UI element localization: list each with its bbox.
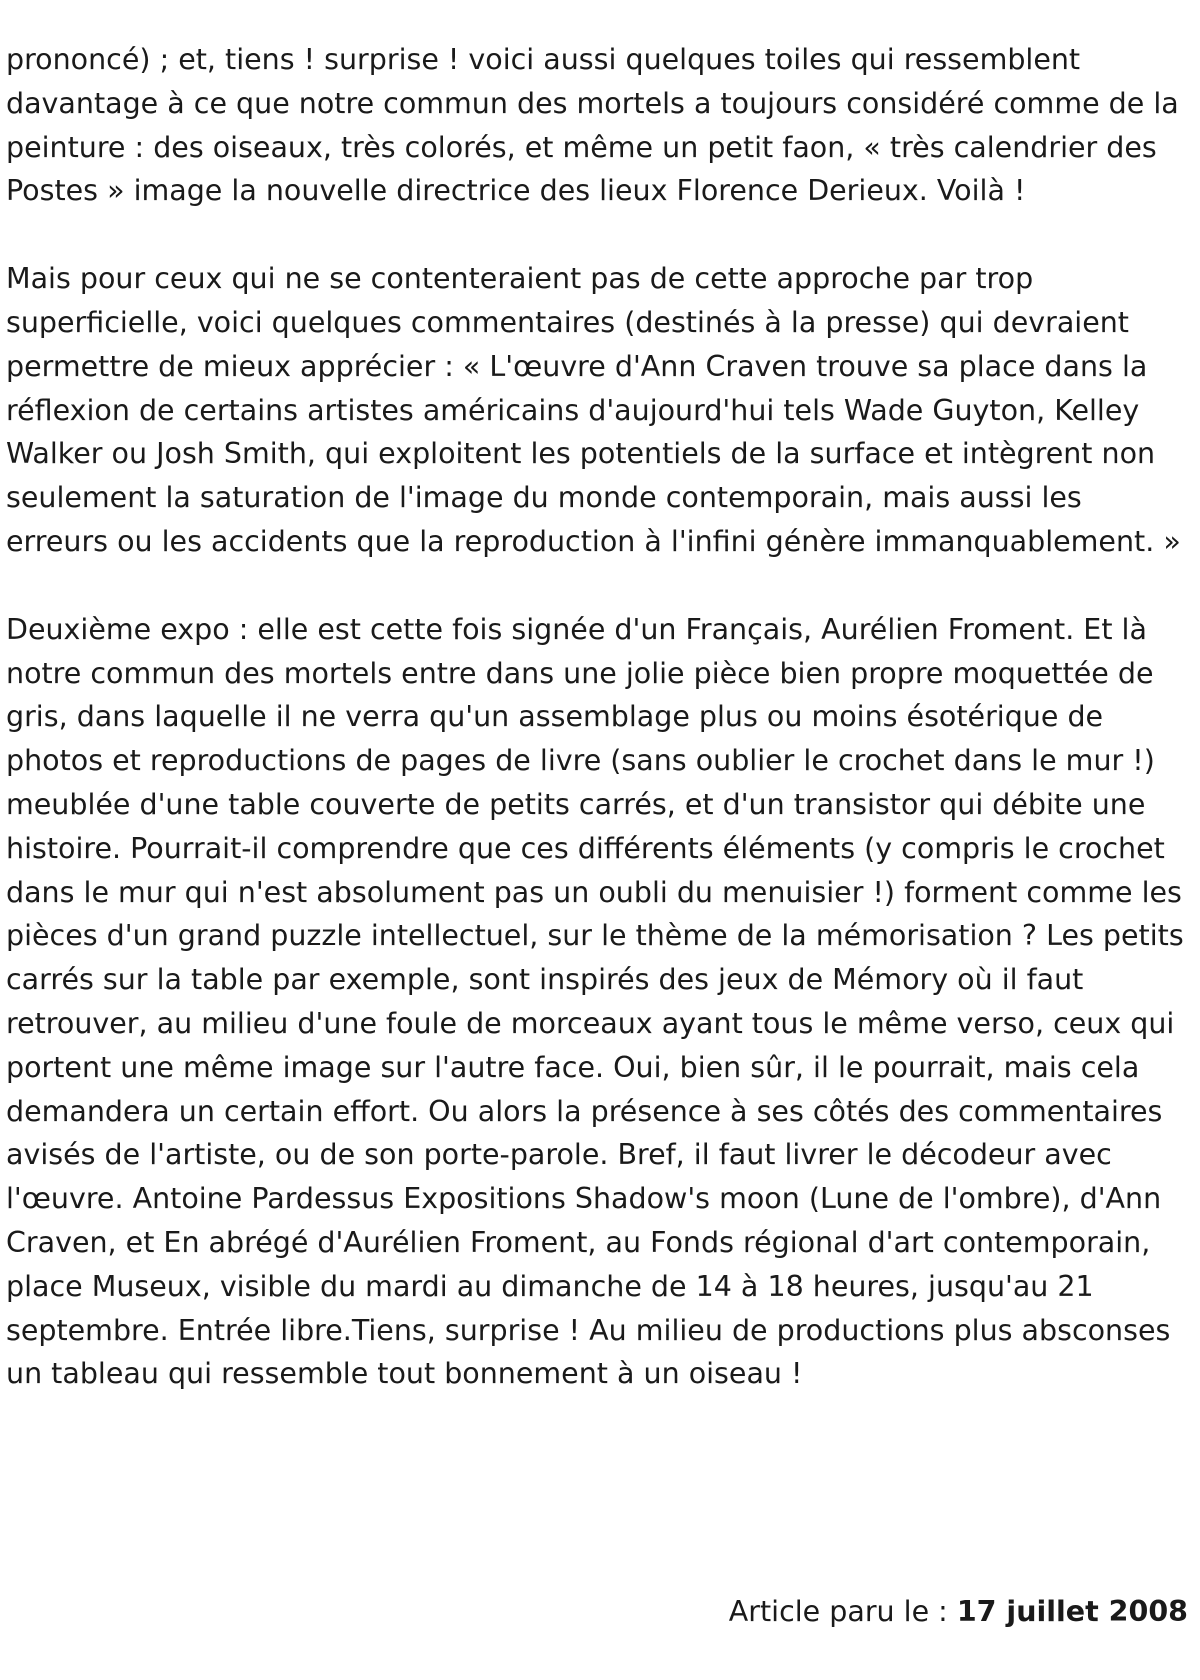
article-paragraph-1: prononcé) ; et, tiens ! surprise ! voici aussi quelques toiles qui ressemblent davantage à ce que notre commun des mortels a toujours considéré comme de la peinture : des oiseaux, très colorés, et même un petit faon, « très calendrier des Postes » image la nouvelle directrice des lieux Florence Derieux. Voilà !	[6, 43, 1179, 208]
article-paragraph-3: Deuxième expo : elle est cette fois signée d'un Français, Aurélien Froment. Et là notre commun des mortels entre dans une jolie pièce bien propre moquettée de gris, dans laquelle il ne verra qu'un assemblage plus ou moins ésotérique de photos et reproductions de pages de livre (sans oublier le crochet dans le mur !) meublée d'une table couverte de petits carrés, et d'un transistor qui débite une histoire. Pourrait-il comprendre que ces différents éléments (y compris le crochet dans le mur qui n'est absolument pas un oubli du menuisier !) forment comme les pièces d'un grand puzzle intellectuel, sur le thème de la mémorisation ? Les petits carrés sur la table par exemple, sont inspirés des jeux de Mémory où il faut retrouver, au milieu d'une foule de morceaux ayant tous le même verso, ceux qui portent une même image sur l'autre face. Oui, bien sûr, il le pourrait, mais cela demandera un certain effort. Ou alors la présence à ses côtés des commentaires avisés de l'artiste, ou de son porte-parole. Bref, il faut livrer le décodeur avec l'œuvre. Antoine Pardessus Expositions Shadow's moon (Lune de l'ombre), d'Ann Craven, et En abrégé d'Aurélien Froment, au Fonds régional d'art contemporain, place Museux, visible du mardi au dimanche de 14 à 18 heures, jusqu'au 21 septembre. Entrée libre.Tiens, surprise ! Au milieu de productions plus absconses un tableau qui ressemble tout bonnement à un oiseau !	[6, 612, 1184, 1391]
publication-label: Article paru le :	[728, 1595, 957, 1628]
article-paragraph-2: Mais pour ceux qui ne se contenteraient pas de cette approche par trop superficielle, voici quelques commentaires (destinés à la presse) qui devraient permettre de mieux apprécier : « L'œuvre d'Ann Craven trouve sa place dans la réflexion de certains artistes américains d'aujourd'hui tels Wade Guyton, Kelley Walker ou Josh Smith, qui exploitent les potentiels de la surface et intègrent non seulement la saturation de l'image du monde contemporain, mais aussi les erreurs ou les accidents que la reproduction à l'infini génère immanquablement. »	[6, 262, 1181, 558]
article-body	[6, 38, 1192, 1440]
publication-info	[729, 1590, 1188, 1634]
publication-date: 17 juillet 2008	[956, 1595, 1188, 1628]
